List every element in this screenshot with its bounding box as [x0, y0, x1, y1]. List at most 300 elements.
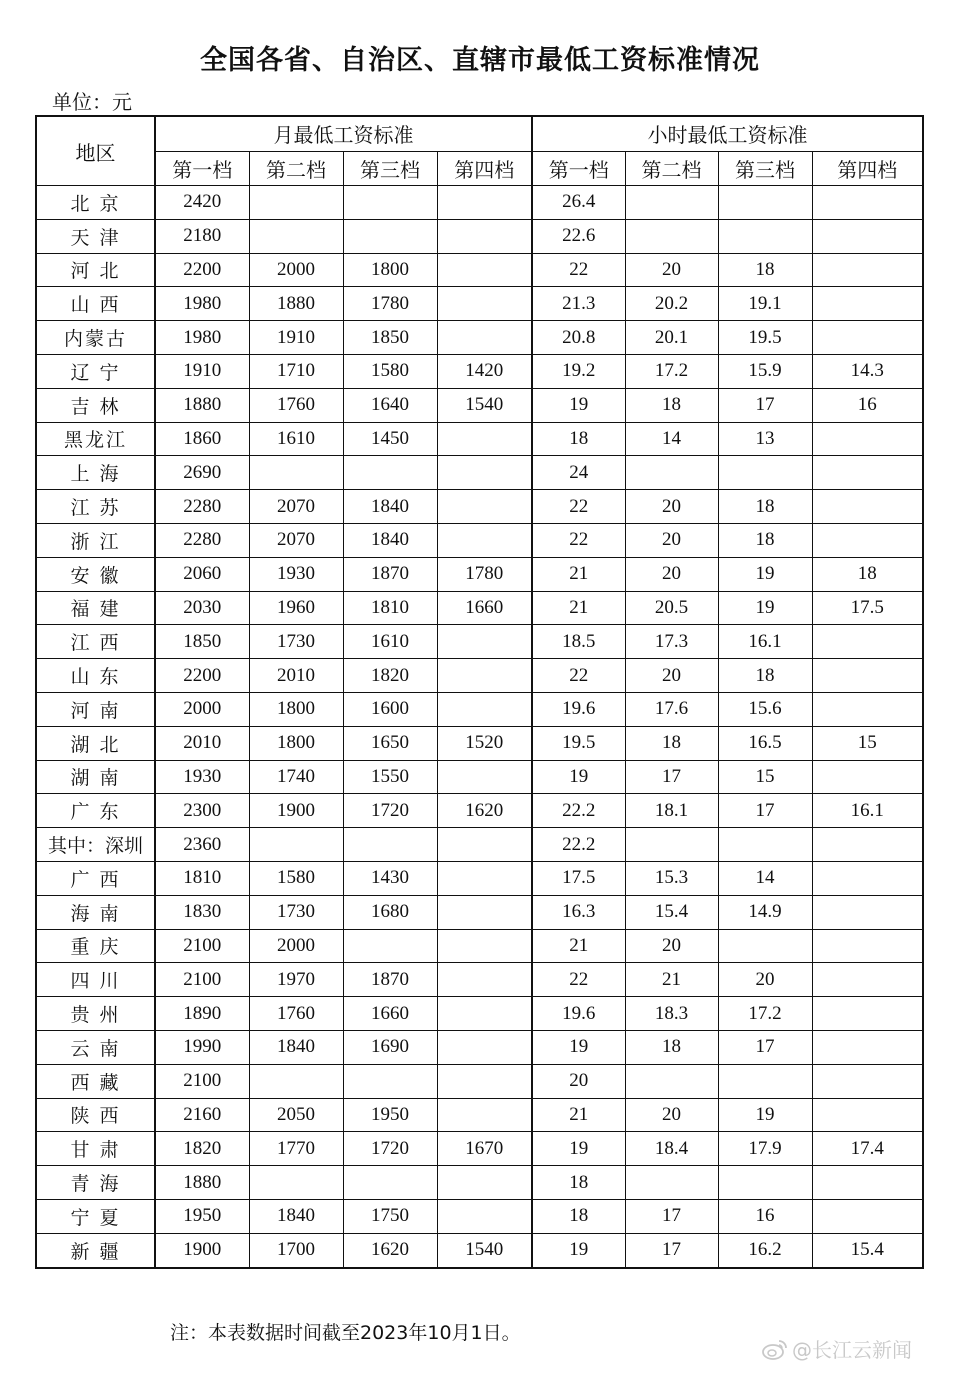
- hourly-tier-4-cell: [812, 1098, 923, 1132]
- region-cell: 河 北: [36, 253, 155, 287]
- hourly-tier-2-cell: 18: [625, 1030, 718, 1064]
- monthly-tier-4-cell: [437, 253, 532, 287]
- table-row: [36, 186, 923, 220]
- monthly-tier-2-cell: 2010: [249, 659, 343, 693]
- wage-table-body: [36, 186, 923, 1268]
- hourly-tier-1-cell: 19: [532, 388, 625, 422]
- monthly-tier-3-cell: 1840: [343, 523, 437, 557]
- monthly-tier-1-header: 第一档: [155, 151, 249, 186]
- monthly-tier-1-cell: 1950: [155, 1199, 249, 1233]
- monthly-tier-1-cell: 2200: [155, 659, 249, 693]
- region-cell: 山 西: [36, 287, 155, 321]
- monthly-tier-4-cell: 1620: [437, 794, 532, 828]
- monthly-tier-3-cell: [343, 1166, 437, 1200]
- hourly-tier-1-cell: 21: [532, 591, 625, 625]
- hourly-tier-1-cell: 22.2: [532, 794, 625, 828]
- monthly-tier-3-cell: 1810: [343, 591, 437, 625]
- table-row: [36, 1098, 923, 1132]
- hourly-tier-2-cell: 20: [625, 1098, 718, 1132]
- table-row: [36, 1233, 923, 1267]
- watermark-text: @长江云新闻: [792, 1338, 912, 1362]
- monthly-tier-1-cell: 1880: [155, 388, 249, 422]
- hourly-tier-3-cell: 16.5: [718, 726, 812, 760]
- monthly-tier-4-cell: [437, 1030, 532, 1064]
- monthly-tier-2-cell: [249, 828, 343, 862]
- table-row: [36, 321, 923, 355]
- region-cell: 安 徽: [36, 557, 155, 591]
- monthly-tier-1-cell: 2280: [155, 523, 249, 557]
- hourly-tier-2-cell: 20: [625, 929, 718, 963]
- monthly-tier-4-cell: [437, 625, 532, 659]
- header-row-tiers: [36, 151, 923, 186]
- monthly-tier-1-cell: 1820: [155, 1132, 249, 1166]
- hourly-tier-4-cell: [812, 490, 923, 524]
- monthly-tier-3-cell: 1870: [343, 963, 437, 997]
- hourly-tier-2-cell: 17: [625, 760, 718, 794]
- monthly-tier-4-cell: [437, 321, 532, 355]
- hourly-tier-2-cell: 21: [625, 963, 718, 997]
- hourly-tier-4-cell: [812, 659, 923, 693]
- monthly-tier-4-cell: 1670: [437, 1132, 532, 1166]
- hourly-tier-3-cell: 16.2: [718, 1233, 812, 1267]
- hourly-tier-1-cell: 22.2: [532, 828, 625, 862]
- region-cell: 海 南: [36, 895, 155, 929]
- region-cell: 河 南: [36, 692, 155, 726]
- hourly-tier-1-cell: 21.3: [532, 287, 625, 321]
- hourly-tier-3-cell: [718, 1064, 812, 1098]
- hourly-tier-1-cell: 22: [532, 963, 625, 997]
- hourly-tier-4-cell: [812, 997, 923, 1031]
- monthly-tier-1-cell: 1880: [155, 1166, 249, 1200]
- monthly-tier-1-cell: 1990: [155, 1030, 249, 1064]
- unit-label: 单位：元: [52, 90, 132, 114]
- monthly-tier-3-cell: 1430: [343, 861, 437, 895]
- hourly-tier-2-cell: [625, 828, 718, 862]
- hourly-tier-4-cell: [812, 422, 923, 456]
- watermark: [762, 1334, 912, 1363]
- hourly-tier-4-cell: [812, 929, 923, 963]
- hourly-tier-3-cell: 17: [718, 388, 812, 422]
- table-row: [36, 422, 923, 456]
- monthly-tier-4-cell: [437, 186, 532, 220]
- table-row: [36, 692, 923, 726]
- monthly-tier-4-cell: 1660: [437, 591, 532, 625]
- region-cell: 上 海: [36, 456, 155, 490]
- hourly-tier-3-header: 第三档: [718, 151, 812, 186]
- monthly-tier-1-cell: 1810: [155, 861, 249, 895]
- monthly-tier-4-cell: [437, 523, 532, 557]
- table-row: [36, 1064, 923, 1098]
- monthly-tier-2-cell: 1740: [249, 760, 343, 794]
- hourly-tier-1-cell: 22.6: [532, 219, 625, 253]
- hourly-tier-3-cell: [718, 186, 812, 220]
- hourly-tier-1-cell: 19: [532, 1233, 625, 1267]
- monthly-tier-3-cell: 1720: [343, 794, 437, 828]
- monthly-tier-1-cell: 1980: [155, 321, 249, 355]
- hourly-tier-4-cell: 14.3: [812, 354, 923, 388]
- table-row: [36, 557, 923, 591]
- hourly-tier-4-cell: [812, 1030, 923, 1064]
- hourly-tier-3-cell: 13: [718, 422, 812, 456]
- table-row: [36, 963, 923, 997]
- hourly-tier-3-cell: 17: [718, 794, 812, 828]
- monthly-tier-4-cell: 1520: [437, 726, 532, 760]
- monthly-tier-3-cell: 1650: [343, 726, 437, 760]
- hourly-tier-1-cell: 22: [532, 659, 625, 693]
- region-cell: 西 藏: [36, 1064, 155, 1098]
- monthly-tier-2-cell: 1960: [249, 591, 343, 625]
- region-cell: 辽 宁: [36, 354, 155, 388]
- hourly-tier-4-cell: [812, 1199, 923, 1233]
- hourly-tier-4-cell: [812, 523, 923, 557]
- hourly-tier-3-cell: 14: [718, 861, 812, 895]
- hourly-tier-3-cell: 14.9: [718, 895, 812, 929]
- hourly-tier-3-cell: 15: [718, 760, 812, 794]
- monthly-tier-2-cell: [249, 1064, 343, 1098]
- monthly-tier-1-cell: 2100: [155, 1064, 249, 1098]
- monthly-tier-3-cell: 1680: [343, 895, 437, 929]
- hourly-tier-2-cell: 14: [625, 422, 718, 456]
- monthly-tier-1-cell: 2280: [155, 490, 249, 524]
- monthly-tier-2-cell: 1610: [249, 422, 343, 456]
- hourly-tier-4-cell: [812, 1064, 923, 1098]
- monthly-tier-2-cell: 2000: [249, 929, 343, 963]
- hourly-tier-2-cell: 17.6: [625, 692, 718, 726]
- region-cell: 广 东: [36, 794, 155, 828]
- table-row: [36, 287, 923, 321]
- region-cell: 重 庆: [36, 929, 155, 963]
- hourly-tier-2-cell: 20: [625, 659, 718, 693]
- hourly-tier-4-cell: [812, 186, 923, 220]
- monthly-tier-4-cell: 1420: [437, 354, 532, 388]
- hourly-tier-3-cell: 19.5: [718, 321, 812, 355]
- monthly-tier-3-cell: 1660: [343, 997, 437, 1031]
- monthly-tier-2-cell: 1580: [249, 861, 343, 895]
- hourly-tier-1-cell: 18: [532, 1166, 625, 1200]
- monthly-tier-1-cell: 1980: [155, 287, 249, 321]
- region-cell: 内蒙古: [36, 321, 155, 355]
- region-header: 地区: [36, 116, 155, 186]
- hourly-tier-1-cell: 20.8: [532, 321, 625, 355]
- monthly-tier-2-cell: 1840: [249, 1199, 343, 1233]
- table-row: [36, 997, 923, 1031]
- monthly-tier-4-cell: 1540: [437, 1233, 532, 1267]
- region-cell: 青 海: [36, 1166, 155, 1200]
- region-cell: 北 京: [36, 186, 155, 220]
- hourly-tier-2-cell: 20.5: [625, 591, 718, 625]
- monthly-tier-4-cell: [437, 895, 532, 929]
- hourly-tier-4-cell: [812, 895, 923, 929]
- monthly-tier-2-cell: 1880: [249, 287, 343, 321]
- monthly-tier-2-cell: [249, 219, 343, 253]
- region-cell: 四 川: [36, 963, 155, 997]
- monthly-tier-4-cell: [437, 861, 532, 895]
- monthly-tier-1-cell: 2100: [155, 963, 249, 997]
- weibo-icon: [762, 1338, 788, 1360]
- hourly-tier-4-cell: [812, 1166, 923, 1200]
- hourly-tier-4-cell: [812, 828, 923, 862]
- monthly-tier-1-cell: 2360: [155, 828, 249, 862]
- monthly-tier-4-cell: [437, 422, 532, 456]
- monthly-tier-4-cell: [437, 659, 532, 693]
- region-cell: 江 苏: [36, 490, 155, 524]
- table-row: [36, 456, 923, 490]
- monthly-tier-3-cell: 1820: [343, 659, 437, 693]
- monthly-tier-4-cell: [437, 1166, 532, 1200]
- hourly-tier-2-cell: 20: [625, 557, 718, 591]
- table-row: [36, 490, 923, 524]
- hourly-tier-2-cell: 20.2: [625, 287, 718, 321]
- hourly-tier-3-cell: [718, 1166, 812, 1200]
- hourly-tier-2-cell: 18: [625, 388, 718, 422]
- hourly-tier-4-cell: 17.4: [812, 1132, 923, 1166]
- hourly-tier-2-cell: 20: [625, 523, 718, 557]
- monthly-tier-1-cell: 1890: [155, 997, 249, 1031]
- table-row: [36, 828, 923, 862]
- hourly-tier-2-cell: [625, 1166, 718, 1200]
- monthly-tier-3-cell: 1690: [343, 1030, 437, 1064]
- hourly-tier-1-cell: 19: [532, 1132, 625, 1166]
- hourly-tier-3-cell: [718, 219, 812, 253]
- hourly-tier-2-cell: 17.2: [625, 354, 718, 388]
- table-row: [36, 1030, 923, 1064]
- monthly-tier-3-cell: 1620: [343, 1233, 437, 1267]
- monthly-tier-2-cell: 1730: [249, 625, 343, 659]
- monthly-tier-2-cell: 1900: [249, 794, 343, 828]
- table-row: [36, 861, 923, 895]
- hourly-tier-4-cell: 17.5: [812, 591, 923, 625]
- monthly-tier-3-cell: 1950: [343, 1098, 437, 1132]
- monthly-tier-4-cell: [437, 929, 532, 963]
- region-cell: 贵 州: [36, 997, 155, 1031]
- table-row: [36, 659, 923, 693]
- monthly-tier-1-cell: 1860: [155, 422, 249, 456]
- monthly-tier-3-cell: 1610: [343, 625, 437, 659]
- hourly-tier-4-cell: [812, 963, 923, 997]
- monthly-tier-4-cell: [437, 1064, 532, 1098]
- table-row: [36, 794, 923, 828]
- hourly-tier-4-cell: [812, 253, 923, 287]
- region-cell: 江 西: [36, 625, 155, 659]
- monthly-tier-2-cell: 1800: [249, 692, 343, 726]
- hourly-tier-2-cell: 17.3: [625, 625, 718, 659]
- monthly-tier-1-cell: 2200: [155, 253, 249, 287]
- region-cell: 浙 江: [36, 523, 155, 557]
- table-row: [36, 591, 923, 625]
- hourly-tier-4-cell: [812, 692, 923, 726]
- monthly-tier-1-cell: 2690: [155, 456, 249, 490]
- monthly-tier-1-cell: 1830: [155, 895, 249, 929]
- monthly-tier-3-cell: 1840: [343, 490, 437, 524]
- hourly-tier-3-cell: [718, 828, 812, 862]
- table-row: [36, 354, 923, 388]
- monthly-tier-3-cell: 1450: [343, 422, 437, 456]
- monthly-tier-3-cell: 1580: [343, 354, 437, 388]
- region-cell: 湖 北: [36, 726, 155, 760]
- monthly-tier-4-cell: [437, 219, 532, 253]
- monthly-tier-2-cell: 1710: [249, 354, 343, 388]
- hourly-tier-4-cell: 18: [812, 557, 923, 591]
- hourly-tier-2-cell: 20: [625, 253, 718, 287]
- wage-table: [35, 115, 924, 1269]
- region-cell: 新 疆: [36, 1233, 155, 1267]
- table-row: [36, 895, 923, 929]
- footnote: 注：本表数据时间截至2023年10月1日。: [170, 1322, 521, 1344]
- monthly-tier-3-cell: 1600: [343, 692, 437, 726]
- hourly-tier-1-cell: 18.5: [532, 625, 625, 659]
- table-row: [36, 1166, 923, 1200]
- monthly-tier-1-cell: 2000: [155, 692, 249, 726]
- table-row: [36, 1132, 923, 1166]
- hourly-tier-3-cell: 19: [718, 1098, 812, 1132]
- region-cell: 云 南: [36, 1030, 155, 1064]
- monthly-tier-3-cell: 1780: [343, 287, 437, 321]
- monthly-tier-2-cell: 1910: [249, 321, 343, 355]
- region-cell: 湖 南: [36, 760, 155, 794]
- hourly-header: 小时最低工资标准: [532, 116, 923, 151]
- hourly-tier-2-cell: 20: [625, 490, 718, 524]
- hourly-tier-1-cell: 19.5: [532, 726, 625, 760]
- header-row-top: [36, 116, 923, 151]
- monthly-tier-2-cell: 1730: [249, 895, 343, 929]
- hourly-tier-4-cell: [812, 760, 923, 794]
- monthly-tier-4-cell: [437, 490, 532, 524]
- hourly-tier-1-cell: 22: [532, 490, 625, 524]
- region-cell: 山 东: [36, 659, 155, 693]
- monthly-tier-2-cell: 2070: [249, 523, 343, 557]
- hourly-tier-3-cell: 18: [718, 490, 812, 524]
- monthly-tier-3-cell: 1800: [343, 253, 437, 287]
- hourly-tier-1-cell: 19: [532, 1030, 625, 1064]
- hourly-tier-1-cell: 18: [532, 1199, 625, 1233]
- region-cell: 福 建: [36, 591, 155, 625]
- monthly-tier-4-cell: [437, 1199, 532, 1233]
- monthly-tier-3-cell: [343, 186, 437, 220]
- hourly-tier-4-header: 第四档: [812, 151, 923, 186]
- monthly-tier-3-cell: [343, 456, 437, 490]
- hourly-tier-1-header: 第一档: [532, 151, 625, 186]
- monthly-tier-2-cell: 1760: [249, 388, 343, 422]
- hourly-tier-2-cell: 17: [625, 1233, 718, 1267]
- monthly-tier-3-cell: [343, 1064, 437, 1098]
- monthly-tier-3-cell: [343, 219, 437, 253]
- monthly-tier-2-cell: 2000: [249, 253, 343, 287]
- hourly-tier-1-cell: 21: [532, 929, 625, 963]
- table-row: [36, 726, 923, 760]
- monthly-tier-4-cell: [437, 828, 532, 862]
- region-cell: 陕 西: [36, 1098, 155, 1132]
- monthly-tier-2-cell: [249, 1166, 343, 1200]
- monthly-tier-1-cell: 1930: [155, 760, 249, 794]
- hourly-tier-3-cell: 17.9: [718, 1132, 812, 1166]
- monthly-tier-3-cell: 1750: [343, 1199, 437, 1233]
- hourly-tier-1-cell: 19.2: [532, 354, 625, 388]
- hourly-tier-2-header: 第二档: [625, 151, 718, 186]
- hourly-tier-4-cell: 15: [812, 726, 923, 760]
- hourly-tier-2-cell: 15.3: [625, 861, 718, 895]
- hourly-tier-1-cell: 22: [532, 523, 625, 557]
- hourly-tier-2-cell: 17: [625, 1199, 718, 1233]
- monthly-tier-1-cell: 1850: [155, 625, 249, 659]
- monthly-tier-1-cell: 1900: [155, 1233, 249, 1267]
- monthly-tier-1-cell: 1910: [155, 354, 249, 388]
- region-cell: 黑龙江: [36, 422, 155, 456]
- monthly-tier-2-cell: 1770: [249, 1132, 343, 1166]
- hourly-tier-2-cell: [625, 456, 718, 490]
- monthly-tier-2-cell: 1700: [249, 1233, 343, 1267]
- monthly-tier-2-cell: 1840: [249, 1030, 343, 1064]
- hourly-tier-1-cell: 22: [532, 253, 625, 287]
- monthly-tier-2-cell: 2070: [249, 490, 343, 524]
- monthly-tier-4-cell: [437, 456, 532, 490]
- monthly-tier-4-cell: [437, 963, 532, 997]
- hourly-tier-1-cell: 19.6: [532, 692, 625, 726]
- hourly-tier-3-cell: 15.6: [718, 692, 812, 726]
- hourly-tier-1-cell: 20: [532, 1064, 625, 1098]
- monthly-tier-2-cell: [249, 186, 343, 220]
- hourly-tier-3-cell: 16.1: [718, 625, 812, 659]
- monthly-tier-2-cell: 1970: [249, 963, 343, 997]
- monthly-tier-4-header: 第四档: [437, 151, 532, 186]
- hourly-tier-1-cell: 21: [532, 557, 625, 591]
- page-title: 全国各省、自治区、直辖市最低工资标准情况: [200, 45, 760, 76]
- hourly-tier-2-cell: 18.1: [625, 794, 718, 828]
- monthly-tier-2-header: 第二档: [249, 151, 343, 186]
- hourly-tier-3-cell: 18: [718, 523, 812, 557]
- monthly-tier-1-cell: 2060: [155, 557, 249, 591]
- hourly-tier-3-cell: 20: [718, 963, 812, 997]
- table-row: [36, 929, 923, 963]
- table-row: [36, 253, 923, 287]
- hourly-tier-2-cell: 20.1: [625, 321, 718, 355]
- table-row: [36, 625, 923, 659]
- hourly-tier-1-cell: 26.4: [532, 186, 625, 220]
- hourly-tier-4-cell: 15.4: [812, 1233, 923, 1267]
- table-row: [36, 1199, 923, 1233]
- hourly-tier-1-cell: 19: [532, 760, 625, 794]
- monthly-header: 月最低工资标准: [155, 116, 532, 151]
- hourly-tier-3-cell: 19: [718, 557, 812, 591]
- region-cell: 广 西: [36, 861, 155, 895]
- monthly-tier-1-cell: 2180: [155, 219, 249, 253]
- hourly-tier-4-cell: [812, 321, 923, 355]
- hourly-tier-4-cell: [812, 287, 923, 321]
- monthly-tier-1-cell: 2030: [155, 591, 249, 625]
- monthly-tier-3-cell: 1720: [343, 1132, 437, 1166]
- monthly-tier-2-cell: 1930: [249, 557, 343, 591]
- monthly-tier-4-cell: [437, 692, 532, 726]
- monthly-tier-2-cell: 1760: [249, 997, 343, 1031]
- hourly-tier-3-cell: 17: [718, 1030, 812, 1064]
- monthly-tier-2-cell: [249, 456, 343, 490]
- monthly-tier-2-cell: 1800: [249, 726, 343, 760]
- monthly-tier-4-cell: [437, 1098, 532, 1132]
- monthly-tier-4-cell: 1540: [437, 388, 532, 422]
- hourly-tier-1-cell: 19.6: [532, 997, 625, 1031]
- hourly-tier-4-cell: [812, 456, 923, 490]
- hourly-tier-3-cell: 19: [718, 591, 812, 625]
- hourly-tier-3-cell: 16: [718, 1199, 812, 1233]
- region-cell: 甘 肃: [36, 1132, 155, 1166]
- table-row: [36, 760, 923, 794]
- hourly-tier-3-cell: 19.1: [718, 287, 812, 321]
- monthly-tier-3-header: 第三档: [343, 151, 437, 186]
- monthly-tier-4-cell: 1780: [437, 557, 532, 591]
- table-row: [36, 219, 923, 253]
- hourly-tier-1-cell: 16.3: [532, 895, 625, 929]
- hourly-tier-3-cell: [718, 456, 812, 490]
- hourly-tier-2-cell: 18.4: [625, 1132, 718, 1166]
